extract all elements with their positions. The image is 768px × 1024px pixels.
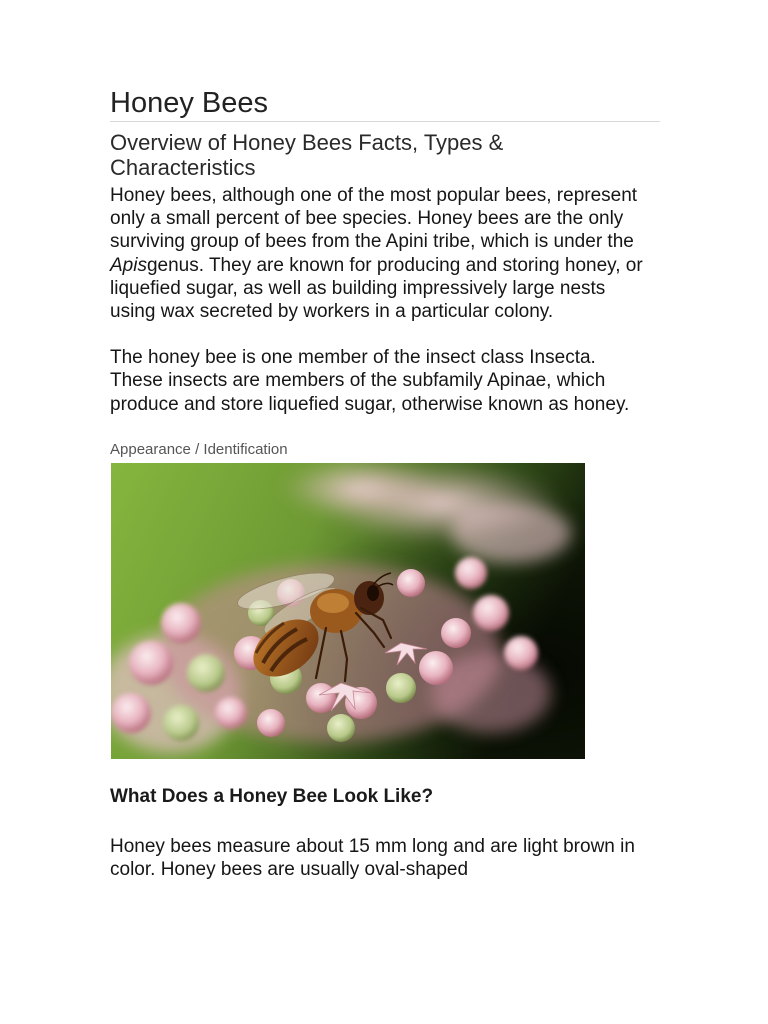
appearance-paragraph: Honey bees measure about 15 mm long and are light brown in color. Honey bees are usually oval-shaped	[110, 835, 635, 881]
article	[110, 86, 660, 881]
page-title: Honey Bees	[110, 86, 660, 122]
intro-paragraph	[110, 184, 650, 323]
intro-text-start: Honey bees, although one of the most popular bees, represent only a small percent of bee species. Honey bees are the only surviving group of bees from the Apini tribe, which is under the	[110, 185, 638, 253]
intro-text-end: genus. They are known for producing and storing honey, or liquefied sugar, as well as building impressively large nests using wax secreted by workers in a particular colony.	[110, 254, 643, 323]
genus-name: Apis	[110, 254, 147, 276]
section-heading: What Does a Honey Bee Look Like?	[110, 785, 434, 807]
page-subtitle: Overview of Honey Bees Facts, Types & Characteristics	[110, 130, 504, 180]
section-label: Appearance / Identification	[110, 440, 288, 458]
honey-bee-photo	[111, 463, 585, 759]
classification-paragraph: The honey bee is one member of the insect class Insecta. These insects are members of the subfamily Apinae, which produce and store liquefied sugar, otherwise known as honey.	[110, 347, 630, 415]
